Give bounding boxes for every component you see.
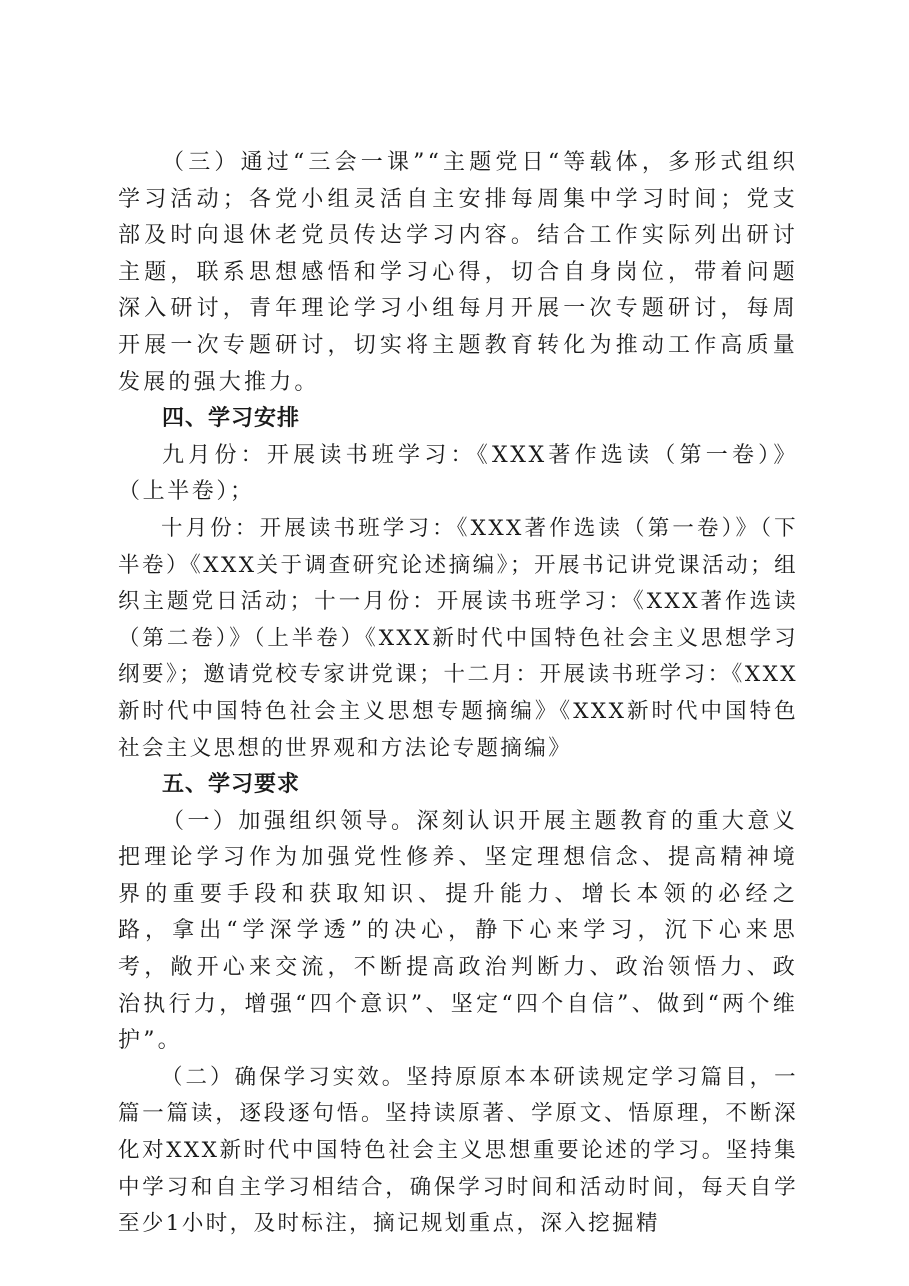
section-heading-study-schedule: 四、学习安排	[162, 406, 301, 432]
paragraph-study-effectiveness: （二）确保学习实效。坚持原原本本研读规定学习篇目，一篇一篇读，逐段逐句悟。坚持读原著、学原文、悟原理，不断深化对XXX新时代中国特色社会主义思想重要论述的学习。坚持集中学习和自主学习相结合，确保学习时间和活动时间，每天自学至少1小时，及时标注，摘记规划重点，深入挖掘精	[118, 1064, 798, 1237]
paragraph-study-format: （三）通过“三会一课”“主题党日“等载体，多形式组织学习活动；各党小组灵活自主安排每周集中学习时间；党支部及时向退休老党员传达学习内容。结合工作实际列出研讨主题，联系思想感悟和学习心得，切合自身岗位，带着问题深入研讨，青年理论学习小组每月开展一次专题研讨，每周开展一次专题研讨，切实将主题教育转化为推动工作高质量发展的强大推力。	[118, 150, 798, 395]
paragraph-october-december-plan: 十月份：开展读书班学习：《XXX著作选读（第一卷）》（下半卷）《XXX关于调查研究论述摘编》；开展书记讲党课活动；组织主题党日活动；十一月份：开展读书班学习：《XXX著作选读（第二卷）》（上半卷）《XXX新时代中国特色社会主义思想学习纲要》；邀请党校专家讲党课；十二月：开展读书班学习：《XXX新时代中国特色社会主义思想专题摘编》《XXX新时代中国特色社会主义思想的世界观和方法论专题摘编》	[118, 515, 798, 761]
document-body	[118, 145, 798, 1243]
paragraph-september-plan: 九月份：开展读书班学习：《XXX著作选读（第一卷）》（上半卷）；	[118, 442, 798, 505]
paragraph-organizational-leadership: （一）加强组织领导。深刻认识开展主题教育的重大意义把理论学习作为加强党性修养、坚定理想信念、提高精神境界的重要手段和获取知识、提升能力、增长本领的必经之路，拿出“学深学透”的决心，静下心来学习，沉下心来思考，敞开心来交流，不断提高政治判断力、政治领悟力、政治执行力，增强“四个意识”、坚定“四个自信”、做到“两个维护”。	[118, 808, 798, 1054]
section-heading-study-requirements: 五、学习要求	[162, 772, 301, 798]
